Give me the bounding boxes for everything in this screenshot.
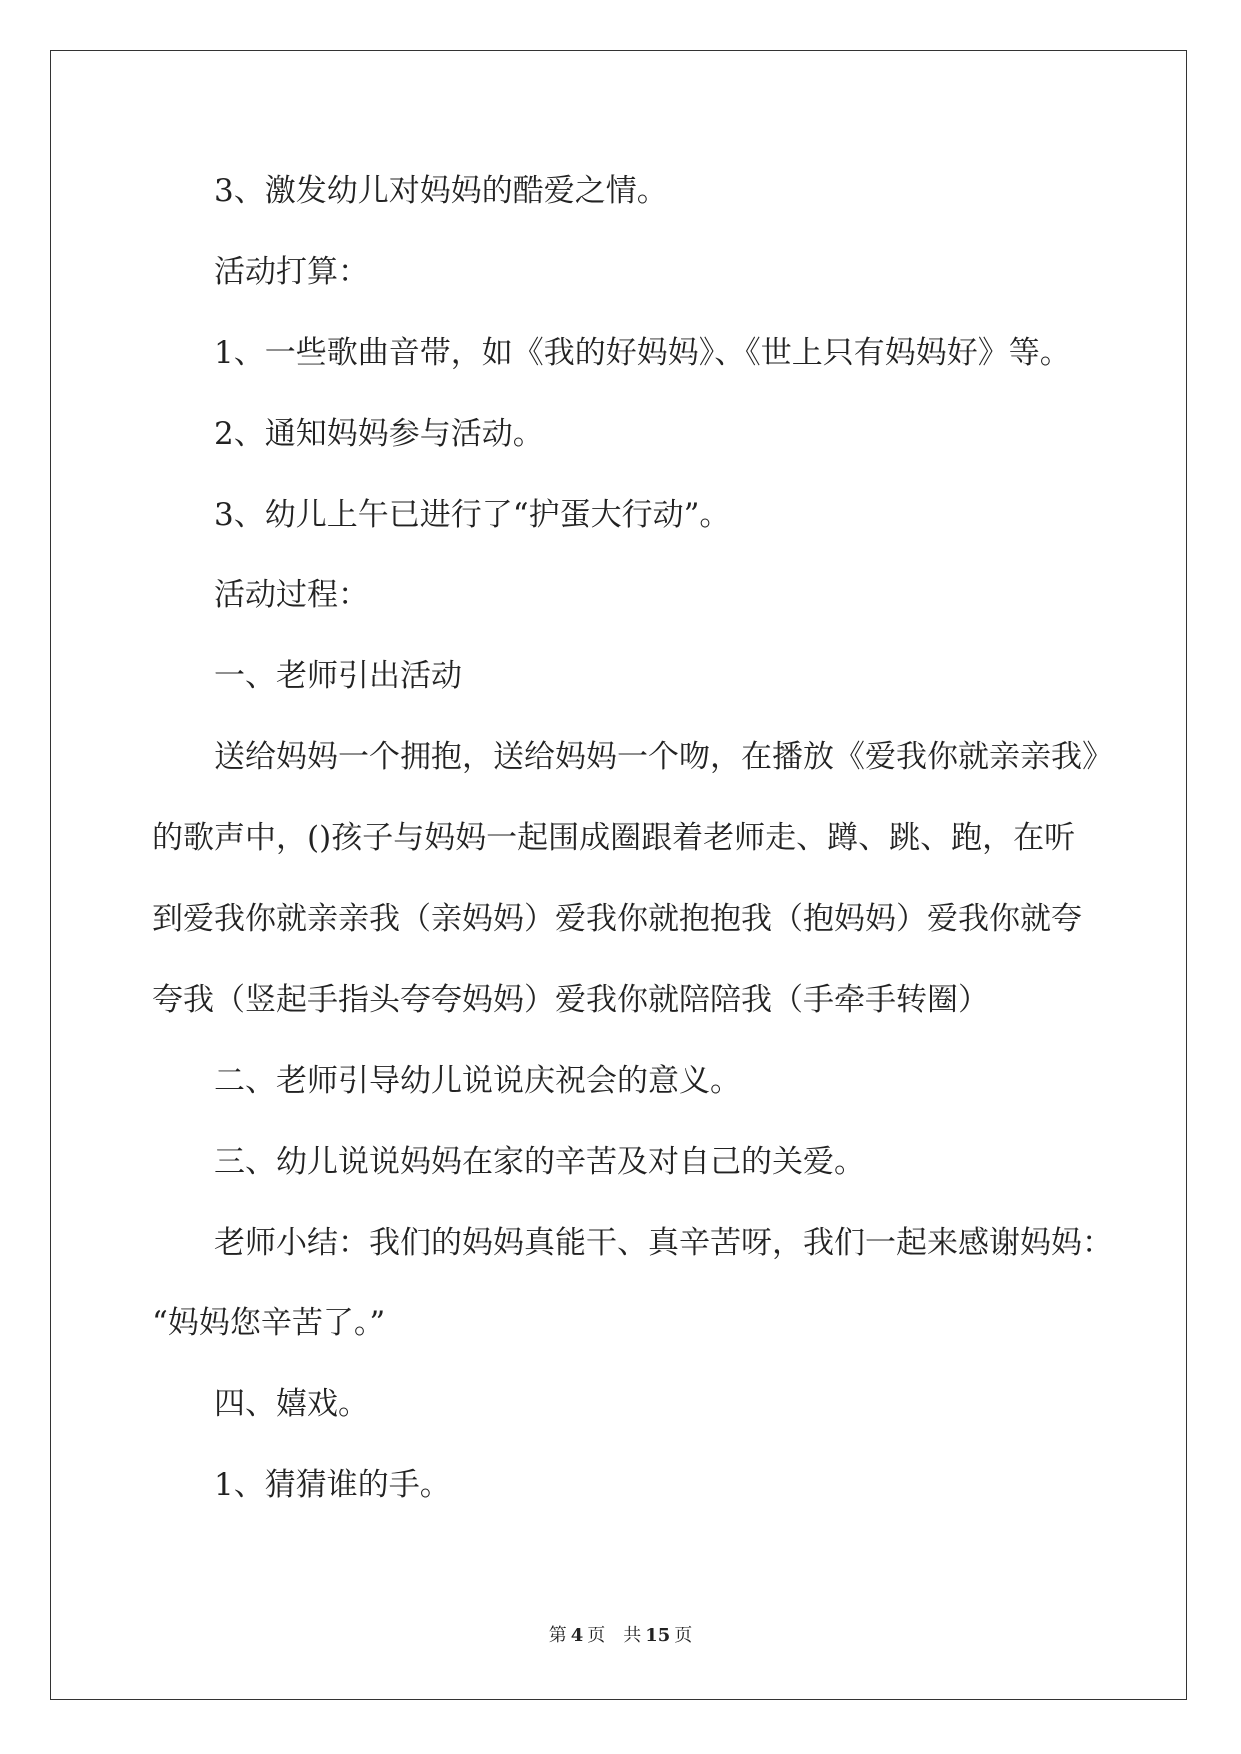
paragraph — [152, 717, 1162, 1041]
section-heading — [152, 555, 1162, 636]
total-pages: 15 — [645, 1625, 671, 1646]
paragraph — [152, 475, 1162, 556]
paragraph-line: 夸我（竖起手指头夸夸妈妈）爱我你就陪陪我（手牵手转圈） — [152, 981, 989, 1018]
paragraph-line: 3、激发幼儿对妈妈的酷爱之情。 — [214, 173, 668, 209]
paragraph-line: 1、猜猜谁的手。 — [214, 1467, 451, 1504]
step-heading — [152, 1122, 1162, 1203]
paragraph-line: “妈妈您辛苦了。” — [152, 1305, 386, 1342]
paragraph-line: 2、通知妈妈参与活动。 — [214, 415, 544, 452]
paragraph-line: 老师小结：我们的妈妈真能干、真辛苦呀，我们一起来感谢妈妈： — [214, 1224, 1113, 1261]
paragraph-line: 一、老师引出活动 — [214, 658, 462, 695]
section-heading — [152, 232, 1162, 313]
paragraph-line: 送给妈妈一个拥抱，送给妈妈一个吻，在播放《爱我你就亲亲我》 — [214, 739, 1113, 776]
document-body — [152, 151, 1162, 1526]
paragraph-line: 活动打算： — [214, 253, 369, 290]
paragraph — [152, 313, 1162, 394]
paragraph-line: 二、老师引导幼儿说说庆祝会的意义。 — [214, 1062, 741, 1099]
total-suffix: 页 — [674, 1625, 693, 1646]
paragraph-line: 的歌声中，()孩子与妈妈一起围成圈跟着老师走、蹲、跳、跑，在听 — [152, 820, 1076, 857]
page-prefix: 第 — [548, 1625, 567, 1646]
paragraph — [152, 1445, 1162, 1526]
page-footer — [0, 1624, 1241, 1648]
total-prefix: 共 — [623, 1625, 642, 1646]
paragraph-line: 活动过程： — [214, 577, 369, 614]
step-heading — [152, 1041, 1162, 1122]
page-suffix: 页 — [587, 1625, 606, 1646]
paragraph-line: 3、幼儿上午已进行了“护蛋大行动”。 — [214, 496, 731, 533]
paragraph — [152, 394, 1162, 475]
paragraph — [152, 1203, 1162, 1365]
paragraph-line: 四、嬉戏。 — [214, 1386, 369, 1423]
step-heading — [152, 1364, 1162, 1445]
paragraph-line: 1、一些歌曲音带，如《我的好妈妈》、《世上只有妈妈好》等。 — [214, 334, 1071, 371]
step-heading — [152, 636, 1162, 717]
paragraph-line: 三、幼儿说说妈妈在家的辛苦及对自己的关爱。 — [214, 1143, 865, 1180]
page-number: 4 — [570, 1625, 584, 1646]
paragraph-line: 到爱我你就亲亲我（亲妈妈）爱我你就抱抱我（抱妈妈）爱我你就夸 — [152, 901, 1082, 938]
paragraph — [152, 151, 1162, 232]
